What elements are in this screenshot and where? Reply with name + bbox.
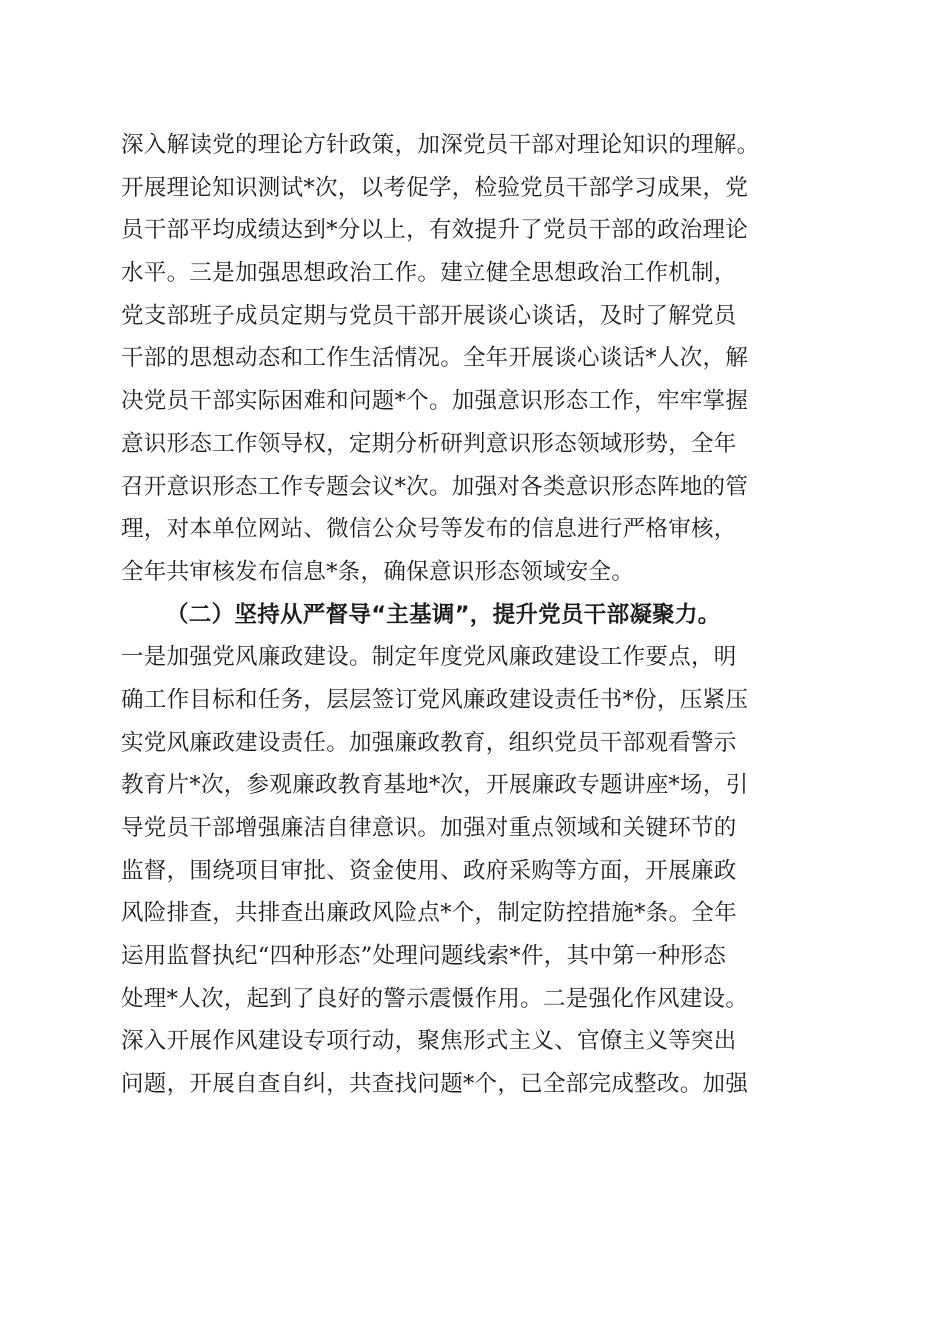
body-line: 处理*人次，起到了良好的警示震慑作用。二是强化作风建设。 (121, 985, 749, 1012)
body-line: 员干部平均成绩达到*分以上，有效提升了党员干部的政治理论 (121, 217, 749, 244)
body-line: 教育片*次，参观廉政教育基地*次，开展廉政专题讲座*场，引 (121, 772, 749, 799)
body-line: 问题，开展自查自纠，共查找问题*个，已全部完成整改。加强 (121, 1071, 749, 1098)
body-line: 实党风廉政建设责任。加强廉政教育，组织党员干部观看警示 (121, 729, 737, 756)
section-heading: （二）坚持从严督导“主基调”，提升党员干部凝聚力。 (166, 601, 721, 628)
body-line: 决党员干部实际困难和问题*个。加强意识形态工作，牢牢掌握 (121, 388, 749, 415)
body-line: 监督，围绕项目审批、资金使用、政府采购等方面，开展廉政 (121, 857, 737, 884)
body-line: 召开意识形态工作专题会议*次。加强对各类意识形态阵地的管 (121, 473, 749, 500)
document-body (121, 124, 841, 1106)
body-line: 水平。三是加强思想政治工作。建立健全思想政治工作机制， (121, 260, 737, 287)
body-line: 确工作目标和任务，层层签订党风廉政建设责任书*份，压紧压 (121, 686, 749, 713)
body-line: 开展理论知识测试*次，以考促学，检验党员干部学习成果，党 (121, 174, 749, 201)
body-line: 深入开展作风建设专项行动，聚焦形式主义、官僚主义等突出 (121, 1028, 737, 1055)
body-line: 运用监督执纪“四种形态”处理问题线索*件，其中第一种形态 (121, 943, 727, 970)
body-line: 深入解读党的理论方针政策，加深党员干部对理论知识的理解。 (121, 132, 760, 158)
body-line: 一是加强党风廉政建设。制定年度党风廉政建设工作要点，明 (121, 644, 737, 671)
body-line: 理，对本单位网站、微信公众号等发布的信息进行严格审核， (121, 516, 737, 543)
body-line: 导党员干部增强廉洁自律意识。加强对重点领域和关键环节的 (121, 815, 737, 841)
body-line: 风险排查，共排查出廉政风险点*个，制定防控措施*条。全年 (121, 900, 737, 927)
body-line: 意识形态工作领导权，定期分析研判意识形态领域形势，全年 (121, 430, 737, 457)
body-line: 干部的思想动态和工作生活情况。全年开展谈心谈话*人次，解 (121, 345, 749, 372)
body-line: 党支部班子成员定期与党员干部开展谈心谈话，及时了解党员 (121, 302, 737, 329)
body-line: 全年共审核发布信息*条，确保意识形态领域安全。 (121, 558, 635, 585)
